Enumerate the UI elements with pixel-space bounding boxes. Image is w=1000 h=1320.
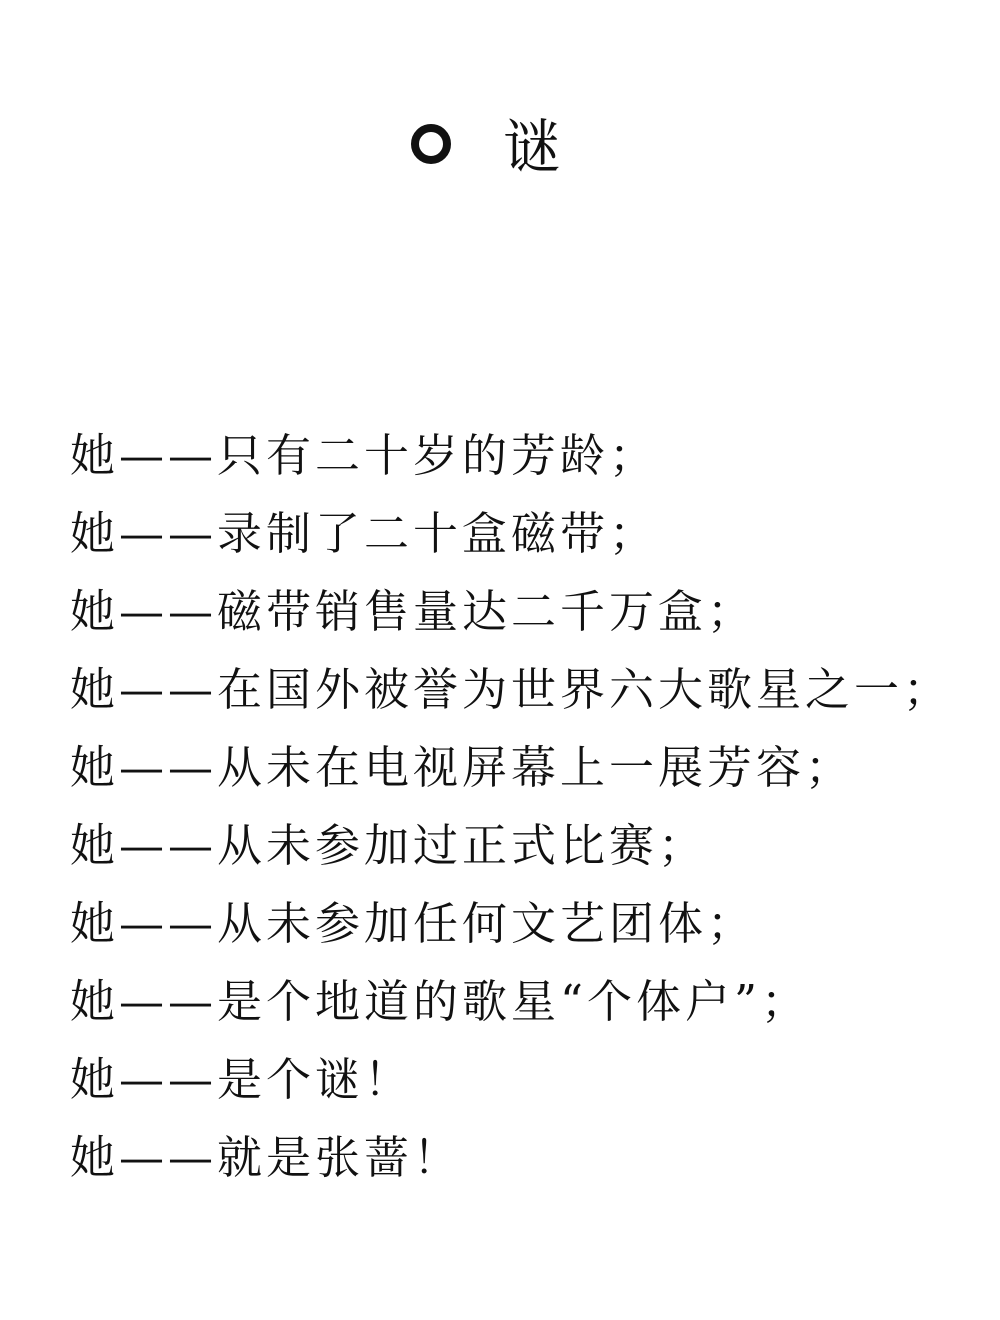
poem-line-text: 她——从未参加过正式比赛； bbox=[70, 819, 708, 872]
poem-line bbox=[70, 1050, 970, 1128]
page-title: 谜 bbox=[503, 113, 564, 181]
poem-line-text: 她——从未在电视屏幕上一展芳容； bbox=[70, 741, 855, 794]
poem-line bbox=[70, 816, 970, 894]
poem-line-text: 她——就是张蔷！ bbox=[70, 1131, 463, 1184]
poem-line bbox=[70, 972, 970, 1050]
poem-line-text: 她——是个谜！ bbox=[70, 1053, 414, 1106]
poem-line bbox=[70, 582, 970, 660]
poem-line-text: 她——是个地道的歌星“个体户”； bbox=[70, 975, 811, 1028]
poem-line-text: 她——录制了二十盒磁带； bbox=[70, 507, 659, 560]
poem-body bbox=[70, 426, 970, 1206]
poem-line-text: 她——只有二十岁的芳龄； bbox=[70, 429, 659, 482]
title-row bbox=[0, 112, 1000, 192]
poem-line bbox=[70, 504, 970, 582]
poem-line bbox=[70, 426, 970, 504]
poem-line bbox=[70, 660, 970, 738]
poem-line-text: 她——在国外被誉为世界六大歌星之一； bbox=[70, 663, 953, 716]
poem-line bbox=[70, 1128, 970, 1206]
poem-line-text: 她——磁带销售量达二千万盒； bbox=[70, 585, 757, 638]
poem-line bbox=[70, 738, 970, 816]
poem-line-text: 她——从未参加任何文艺团体； bbox=[70, 897, 757, 950]
circle-bullet-icon bbox=[411, 124, 451, 164]
poem-line bbox=[70, 894, 970, 972]
